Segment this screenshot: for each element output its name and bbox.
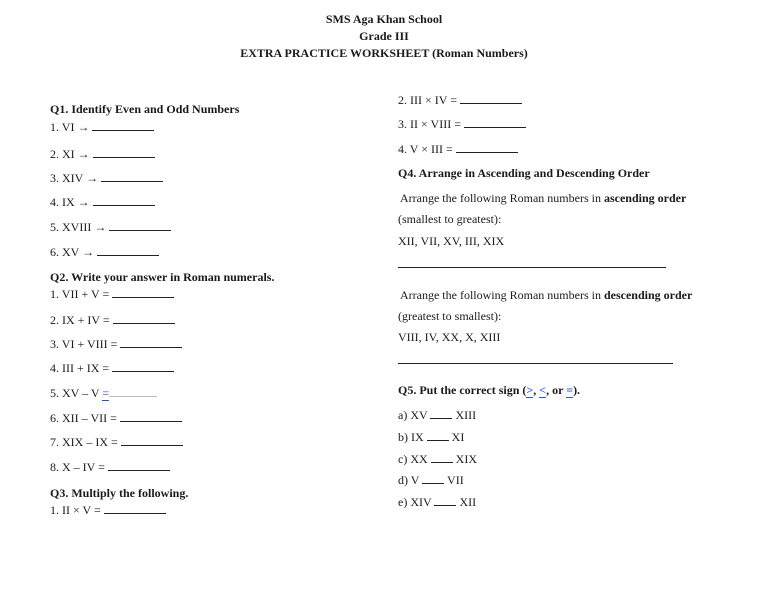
q4-ascending-instruction: Arrange the following Roman numbers in ascending order — [400, 191, 687, 205]
q2-item: 8. X – IV = — [50, 460, 170, 475]
q2-item: 4. III + IX = — [50, 361, 174, 376]
school-name: SMS Aga Khan School — [325, 12, 443, 26]
q5-item: d) V VII — [398, 473, 464, 487]
q2-heading: Q2. Write your answer in Roman numerals. — [50, 270, 275, 284]
q3-heading: Q3. Multiply the following. — [50, 486, 189, 500]
q5-item: c) XX XIX — [398, 452, 477, 466]
q1-item: 6. XV → — [50, 245, 159, 260]
equals-sign: = — [102, 386, 110, 400]
q4-descending-instruction: Arrange the following Roman numbers in descending order — [400, 288, 693, 302]
q3-item: 4. V × III = — [398, 142, 518, 157]
q4-ascending-list: XII, VII, XV, III, XIX — [398, 234, 505, 248]
worksheet-title: EXTRA PRACTICE WORKSHEET (Roman Numbers) — [240, 46, 528, 60]
q4-ascending-note: (smallest to greatest): — [398, 212, 502, 226]
answer-line — [398, 363, 673, 364]
q1-item: 3. XIV → — [50, 171, 163, 186]
q4-descending-note: (greatest to smallest): — [398, 309, 502, 323]
q5-item: a) XV XIII — [398, 408, 477, 422]
q5-item: e) XIV XII — [398, 495, 477, 509]
q1-item: 4. IX → — [50, 195, 155, 210]
q2-item: 5. XV – V = — [50, 386, 157, 401]
q3-item: 3. II × VIII = — [398, 117, 526, 132]
q4-descending-list: VIII, IV, XX, X, XIII — [398, 330, 501, 344]
q2-item: 1. VII + V = — [50, 287, 174, 302]
q2-item: 7. XIX – IX = — [50, 435, 183, 450]
q5-item: b) IX XI — [398, 430, 465, 444]
q1-item: 1. VI → — [50, 120, 154, 135]
q5-heading: Q5. Put the correct sign (>, <, or =). — [398, 383, 581, 397]
q1-heading: Q1. Identify Even and Odd Numbers — [50, 102, 240, 116]
q3-item: 1. II × V = — [50, 503, 166, 518]
answer-line — [398, 267, 666, 268]
q1-item: 5. XVIII → — [50, 220, 171, 235]
q2-item: 6. XII – VII = — [50, 411, 182, 426]
q2-item: 2. IX + IV = — [50, 313, 175, 328]
q1-item: 2. XI → — [50, 147, 155, 162]
q3-item: 2. III × IV = — [398, 93, 522, 108]
grade-label: Grade III — [359, 29, 409, 43]
q4-heading: Q4. Arrange in Ascending and Descending Order — [398, 166, 650, 180]
q2-item: 3. VI + VIII = — [50, 337, 182, 352]
